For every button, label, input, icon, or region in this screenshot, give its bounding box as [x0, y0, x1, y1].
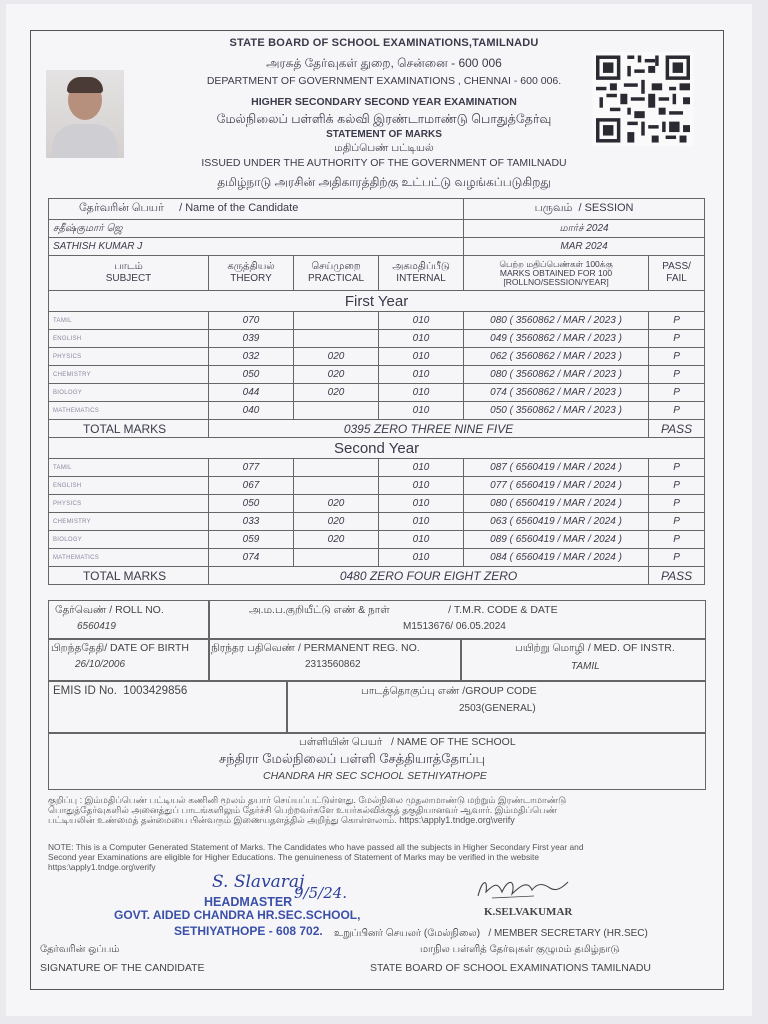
practical-mark	[294, 549, 379, 567]
subject-name: TAMIL	[49, 459, 209, 477]
headmaster-stamp: HEADMASTER	[204, 895, 293, 909]
note-english: NOTE: This is a Computer Generated Statement of Marks. The Candidates who have passed all the subjects in Higher Secondary First year and Second year Examinations are eligible for Higher Educations. The genuineness of Statement of Marks may be verified in the website https:\apply1.tndge.org\verify	[48, 842, 708, 872]
practical-mark: 020	[294, 348, 379, 366]
internal-mark: 010	[379, 549, 464, 567]
practical-mark	[294, 459, 379, 477]
total-mark: 080 ( 6560419 / MAR / 2024 )	[464, 495, 649, 513]
candidate-name-tamil: சதீஷ்குமார் ஜெ	[49, 220, 464, 238]
practical-mark	[294, 477, 379, 495]
result-mark: P	[649, 531, 705, 549]
subject-name: ENGLISH	[49, 330, 209, 348]
theory-mark: 067	[209, 477, 294, 495]
exam-title: HIGHER SECONDARY SECOND YEAR EXAMINATION	[251, 96, 517, 108]
subject-row	[49, 549, 705, 567]
internal-mark: 010	[379, 348, 464, 366]
total-mark: 074 ( 3560862 / MAR / 2023 )	[464, 384, 649, 402]
verify-link: https:\apply1.tndge.org\verify	[48, 862, 156, 872]
col-result: PASS/ FAIL	[649, 256, 705, 291]
dob-box: பிறந்ததேதி/ DATE OF BIRTH 26/10/2006	[48, 638, 210, 682]
subject-name: BIOLOGY	[49, 384, 209, 402]
result-mark: P	[649, 513, 705, 531]
note-tamil: குறிப்பு : இம்மதிப்பெண் பட்டியல் கணினி மூலம் தயார் செய்யப்பட்டுள்ளது. மேல்நிலை முதலாமாண்டு மற்றும் இரண்டாமாண்டு பொதுத்தேர்வுகளில் அனைத்துப் பாடங்களிலும் தேர்ச்சி பெற்றவர்களே உயர்கல்விக்குத் தகுதியானவர் ஆவார். இம்மதிப்பெண் பட்டியலின் உண்மைத் தன்மையை பின்வரும் இணையதளத்தில் அறிந்து கொள்ளலாம். https:\apply1.tndge.org\verify	[48, 795, 567, 825]
statement-title-tamil: மதிப்பெண் பட்டியல்	[334, 142, 434, 154]
practical-mark: 020	[294, 513, 379, 531]
subject-row	[49, 384, 705, 402]
theory-mark: 032	[209, 348, 294, 366]
practical-mark: 020	[294, 366, 379, 384]
headmaster-signature: S. Slavaraj	[212, 872, 305, 892]
internal-mark: 010	[379, 384, 464, 402]
internal-mark: 010	[379, 495, 464, 513]
subject-row	[49, 495, 705, 513]
total-mark: 063 ( 6560419 / MAR / 2024 )	[464, 513, 649, 531]
first-year-total-label: TOTAL MARKS	[49, 420, 209, 438]
internal-mark: 010	[379, 312, 464, 330]
candidate-photo	[46, 70, 124, 158]
subject-row	[49, 531, 705, 549]
result-mark: P	[649, 384, 705, 402]
theory-mark: 039	[209, 330, 294, 348]
subject-row	[49, 477, 705, 495]
col-theory: கருத்தியல் THEORY	[209, 256, 294, 291]
board-signature-label: STATE BOARD OF SCHOOL EXAMINATIONS TAMILNADU	[370, 962, 652, 974]
theory-mark: 050	[209, 495, 294, 513]
practical-mark: 020	[294, 384, 379, 402]
practical-mark	[294, 402, 379, 420]
total-mark: 084 ( 6560419 / MAR / 2024 )	[464, 549, 649, 567]
total-mark: 062 ( 3560862 / MAR / 2023 )	[464, 348, 649, 366]
board-tamil: மாநில பள்ளித் தேர்வுகள் குழுமம் தமிழ்நாடு	[420, 944, 620, 955]
internal-mark: 010	[379, 531, 464, 549]
col-marks: பெற்ற மதிப்பெண்கள் 100க்கு MARKS OBTAINED FOR 100 [ROLLNO/SESSION/YEAR]	[464, 256, 649, 291]
internal-mark: 010	[379, 459, 464, 477]
secretary-title: உறுப்பினர் செயலர் (மேல்நிலை) / MEMBER SECRETARY (HR.SEC)	[334, 928, 648, 939]
school-box: பள்ளியின் பெயர் / NAME OF THE SCHOOL சந்திரா மேல்நிலைப் பள்ளி சேத்தியாத்தோப்பு CHANDRA HR SEC SCHOOL SETHIYATHOPE	[48, 732, 706, 790]
col-internal: அகமதிப்பீடு INTERNAL	[379, 256, 464, 291]
exam-title-tamil: மேல்நிலைப் பள்ளிக் கல்வி இரண்டாமாண்டு பொதுத்தேர்வு	[216, 112, 552, 126]
emis-box: EMIS ID No. 1003429856	[48, 680, 288, 734]
dept-title: DEPARTMENT OF GOVERNMENT EXAMINATIONS , CHENNAI - 600 006.	[206, 75, 562, 87]
subject-name: PHYSICS	[49, 495, 209, 513]
result-mark: P	[649, 348, 705, 366]
school-stamp-line2: SETHIYATHOPE - 608 702.	[174, 924, 323, 938]
total-mark: 049 ( 3560862 / MAR / 2023 )	[464, 330, 649, 348]
subject-name: PHYSICS	[49, 348, 209, 366]
signature-date: 9/5/24.	[294, 884, 348, 902]
emis-value: 1003429856	[123, 685, 188, 697]
session-value: MAR 2024	[464, 238, 705, 256]
group-code: 2503(GENERAL)	[459, 703, 536, 714]
internal-mark: 010	[379, 477, 464, 495]
statement-title: STATEMENT OF MARKS	[326, 129, 442, 140]
dob-value: 26/10/2006	[75, 659, 126, 670]
roll-number: 6560419	[77, 621, 116, 632]
result-mark: P	[649, 366, 705, 384]
subject-row	[49, 366, 705, 384]
col-subject: பாடம் SUBJECT	[49, 256, 209, 291]
theory-mark: 074	[209, 549, 294, 567]
second-year-title: Second Year	[49, 438, 705, 459]
internal-mark: 010	[379, 330, 464, 348]
result-mark: P	[649, 312, 705, 330]
name-label-cell: தேர்வரின் பெயர் / Name of the Candidate	[49, 199, 464, 220]
result-mark: P	[649, 549, 705, 567]
board-title: STATE BOARD OF SCHOOL EXAMINATIONS,TAMILNADU	[229, 37, 539, 49]
col-practical: செய்முறை PRACTICAL	[294, 256, 379, 291]
total-mark: 080 ( 3560862 / MAR / 2023 )	[464, 312, 649, 330]
result-mark: P	[649, 459, 705, 477]
school-stamp-line1: GOVT. AIDED CHANDRA HR.SEC.SCHOOL,	[114, 908, 361, 922]
perm-box: நிரந்தர பதிவெண் / PERMANENT REG. NO. 2313560862	[208, 638, 462, 682]
secretary-name: K.SELVAKUMAR	[484, 906, 573, 918]
total-mark: 077 ( 6560419 / MAR / 2024 )	[464, 477, 649, 495]
internal-mark: 010	[379, 513, 464, 531]
qr-code	[592, 52, 694, 146]
tmr-box: அ.ம.ப.குறியீட்டு எண் & நாள் / T.M.R. CODE & DATE M1513676/ 06.05.2024	[208, 600, 706, 640]
subject-row	[49, 348, 705, 366]
subject-row	[49, 312, 705, 330]
candidate-signature-label: SIGNATURE OF THE CANDIDATE	[40, 962, 205, 974]
theory-mark: 040	[209, 402, 294, 420]
total-mark: 089 ( 6560419 / MAR / 2024 )	[464, 531, 649, 549]
session-tamil: மார்ச் 2024	[464, 220, 705, 238]
roll-box: தேர்வெண் / ROLL NO. 6560419	[48, 600, 210, 640]
practical-mark: 020	[294, 495, 379, 513]
session-label-cell: பருவம் / SESSION	[464, 199, 705, 220]
perm-reg-no: 2313560862	[305, 659, 361, 670]
subject-name: TAMIL	[49, 312, 209, 330]
subject-name: BIOLOGY	[49, 531, 209, 549]
dept-title-tamil: அரசுத் தேர்வுகள் துறை, சென்னை - 600 006	[266, 56, 502, 70]
theory-mark: 059	[209, 531, 294, 549]
result-mark: P	[649, 495, 705, 513]
subject-name: MATHEMATICS	[49, 402, 209, 420]
result-mark: P	[649, 477, 705, 495]
medium-value: TAMIL	[571, 661, 600, 672]
subject-name: CHEMISTRY	[49, 366, 209, 384]
medium-box: பயிற்று மொழி / MED. OF INSTR. TAMIL	[460, 638, 706, 682]
practical-mark: 020	[294, 531, 379, 549]
second-year-total-label: TOTAL MARKS	[49, 567, 209, 585]
theory-mark: 033	[209, 513, 294, 531]
result-mark: P	[649, 330, 705, 348]
total-mark: 080 ( 3560862 / MAR / 2023 )	[464, 366, 649, 384]
secretary-signature	[472, 870, 572, 906]
theory-mark: 070	[209, 312, 294, 330]
candidate-name: SATHISH KUMAR J	[49, 238, 464, 256]
school-name-tamil: சந்திரா மேல்நிலைப் பள்ளி சேத்தியாத்தோப்பு	[219, 751, 486, 766]
candidate-signature-tamil: தேர்வரின் ஒப்பம்	[40, 944, 120, 955]
total-mark: 087 ( 6560419 / MAR / 2024 )	[464, 459, 649, 477]
subject-name: MATHEMATICS	[49, 549, 209, 567]
practical-mark	[294, 312, 379, 330]
group-box: பாடத்தொகுப்பு எண் /GROUP CODE 2503(GENERAL)	[286, 680, 706, 734]
theory-mark: 044	[209, 384, 294, 402]
second-year-total: 0480 ZERO FOUR EIGHT ZERO	[209, 567, 649, 585]
subject-row	[49, 513, 705, 531]
subject-row	[49, 459, 705, 477]
first-year-title: First Year	[49, 291, 705, 312]
practical-mark	[294, 330, 379, 348]
internal-mark: 010	[379, 402, 464, 420]
school-name: CHANDRA HR SEC SCHOOL SETHIYATHOPE	[263, 770, 487, 782]
subject-name: ENGLISH	[49, 477, 209, 495]
total-mark: 050 ( 3560862 / MAR / 2023 )	[464, 402, 649, 420]
authority-line: ISSUED UNDER THE AUTHORITY OF THE GOVERNMENT OF TAMILNADU	[201, 157, 567, 169]
theory-mark: 077	[209, 459, 294, 477]
subject-name: CHEMISTRY	[49, 513, 209, 531]
verify-link-tamil: https:\apply1.tndge.org\verify	[399, 815, 515, 825]
first-year-result: PASS	[649, 420, 705, 438]
subject-row	[49, 330, 705, 348]
result-mark: P	[649, 402, 705, 420]
marks-table	[48, 198, 705, 585]
first-year-total: 0395 ZERO THREE NINE FIVE	[209, 420, 649, 438]
tmr-code: M1513676/ 06.05.2024	[403, 621, 506, 632]
subject-row	[49, 402, 705, 420]
internal-mark: 010	[379, 366, 464, 384]
theory-mark: 050	[209, 366, 294, 384]
authority-line-tamil: தமிழ்நாடு அரசின் அதிகாரத்திற்கு உட்பட்டு வழங்கப்படுகிறது	[217, 175, 551, 189]
second-year-result: PASS	[649, 567, 705, 585]
